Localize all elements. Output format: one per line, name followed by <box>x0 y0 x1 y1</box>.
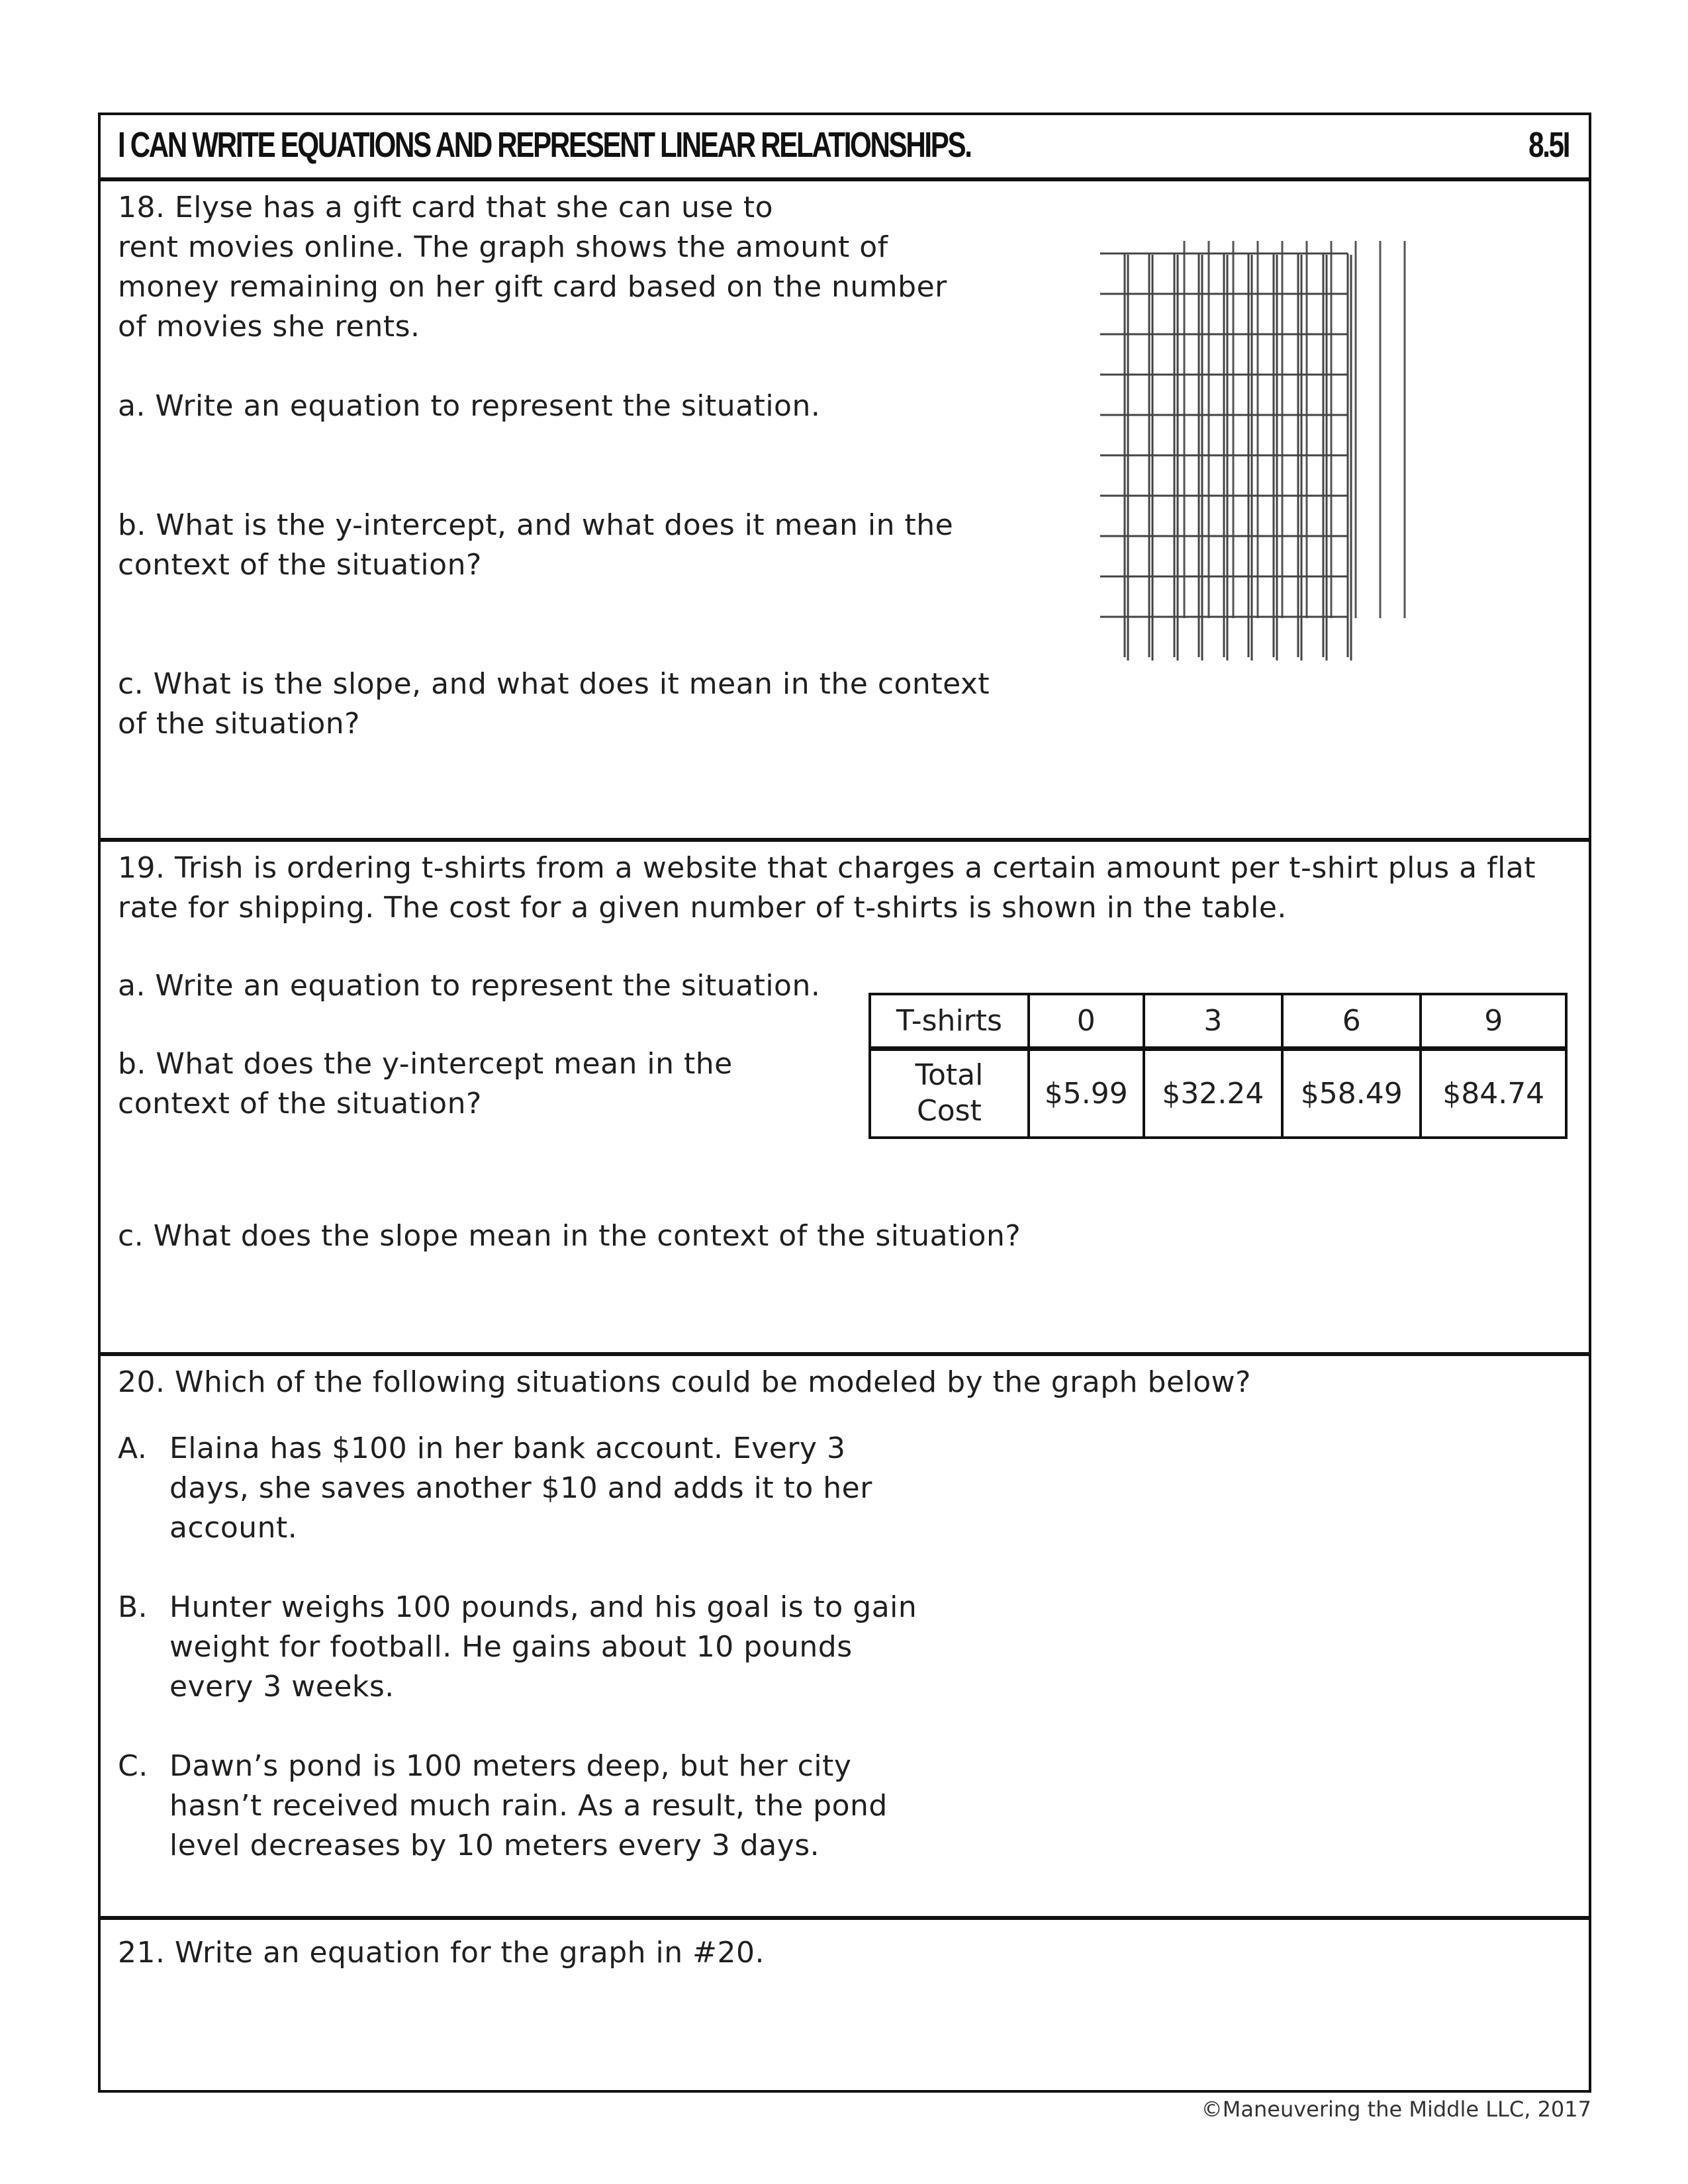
row-header-tshirts: T-shirts <box>870 994 1029 1048</box>
q21-prompt: 21. Write an equation for the graph in #20. <box>118 1936 765 1970</box>
option-c-line-2: hasn’t received much rain. As a result, the pond <box>169 1789 888 1823</box>
option-b-line-1: Hunter weighs 100 pounds, and his goal is to gain <box>169 1590 917 1624</box>
table-row <box>870 1048 1566 1138</box>
option-c-line-3: level decreases by 10 meters every 3 days. <box>169 1829 820 1862</box>
q18-prompt-line-1: 18. Elyse has a gift card that she can use to <box>118 191 773 224</box>
graph-gift-card <box>1019 212 1589 741</box>
q18-part-b-line-1: b. What is the y-intercept, and what does it mean in the <box>118 508 954 542</box>
standard-code: 8.5I <box>1528 125 1569 165</box>
option-a-letter: A. <box>118 1432 148 1465</box>
option-b-line-3: every 3 weeks. <box>169 1670 395 1704</box>
table-cell: $58.49 <box>1282 1048 1421 1138</box>
option-c-line-1: Dawn’s pond is 100 meters deep, but her city <box>169 1749 852 1783</box>
table-row <box>870 994 1566 1048</box>
q20-prompt: 20. Which of the following situations could be modeled by the graph below? <box>118 1365 1252 1399</box>
q18-prompt-line-4: of movies she rents. <box>118 310 420 343</box>
option-a-line-3: account. <box>169 1511 298 1545</box>
page-title: I CAN WRITE EQUATIONS AND REPRESENT LINEAR RELATIONSHIPS. <box>118 125 971 165</box>
option-c-letter: C. <box>118 1749 148 1783</box>
option-a-line-1: Elaina has $100 in her bank account. Every 3 <box>169 1432 846 1465</box>
table-cell: $84.74 <box>1421 1048 1566 1138</box>
q19-part-a: a. Write an equation to represent the situation. <box>118 969 821 1003</box>
table-cell: $32.24 <box>1144 1048 1282 1138</box>
table-cell: 9 <box>1421 994 1566 1048</box>
q19-part-b-line-1: b. What does the y-intercept mean in the <box>118 1047 733 1081</box>
table-cell: 0 <box>1029 994 1144 1048</box>
table-cell: 3 <box>1144 994 1282 1048</box>
q19-part-b-line-2: context of the situation? <box>118 1087 482 1120</box>
q18-part-c-line-1: c. What is the slope, and what does it mean in the context <box>118 667 990 701</box>
question-20 <box>101 1356 1589 1920</box>
q18-prompt-line-2: rent movies online. The graph shows the amount of <box>118 230 888 264</box>
tshirt-cost-table <box>868 993 1568 1139</box>
cost-label: Cost <box>917 1094 982 1128</box>
q19-prompt-line-2: rate for shipping. The cost for a given number of t-shirts is shown in the table. <box>118 891 1287 925</box>
q19-prompt-line-1: 19. Trish is ordering t-shirts from a website that charges a certain amount per t-shirt plus a flat <box>118 851 1536 885</box>
worksheet-header <box>101 115 1589 181</box>
q18-part-b-line-2: context of the situation? <box>118 548 482 582</box>
q18-prompt-line-3: money remaining on her gift card based on the number <box>118 270 947 304</box>
table-cell: $5.99 <box>1029 1048 1144 1138</box>
option-b-letter: B. <box>118 1590 148 1624</box>
q19-part-c: c. What does the slope mean in the context of the situation? <box>118 1219 1021 1253</box>
row-header-total-cost <box>870 1048 1029 1138</box>
question-19 <box>101 842 1589 1356</box>
option-b-line-2: weight for football. He gains about 10 pounds <box>169 1630 853 1664</box>
grid-lines <box>1100 253 1348 657</box>
table-cell: 6 <box>1282 994 1421 1048</box>
copyright-footer: ©Maneuvering the Middle LLC, 2017 <box>1201 2097 1591 2122</box>
option-a-line-2: days, she saves another $10 and adds it to her <box>169 1471 872 1505</box>
q18-part-a: a. Write an equation to represent the situation. <box>118 389 821 423</box>
total-label: Total <box>915 1058 984 1093</box>
q18-part-c-line-2: of the situation? <box>118 707 360 741</box>
question-21 <box>101 1920 1589 2090</box>
